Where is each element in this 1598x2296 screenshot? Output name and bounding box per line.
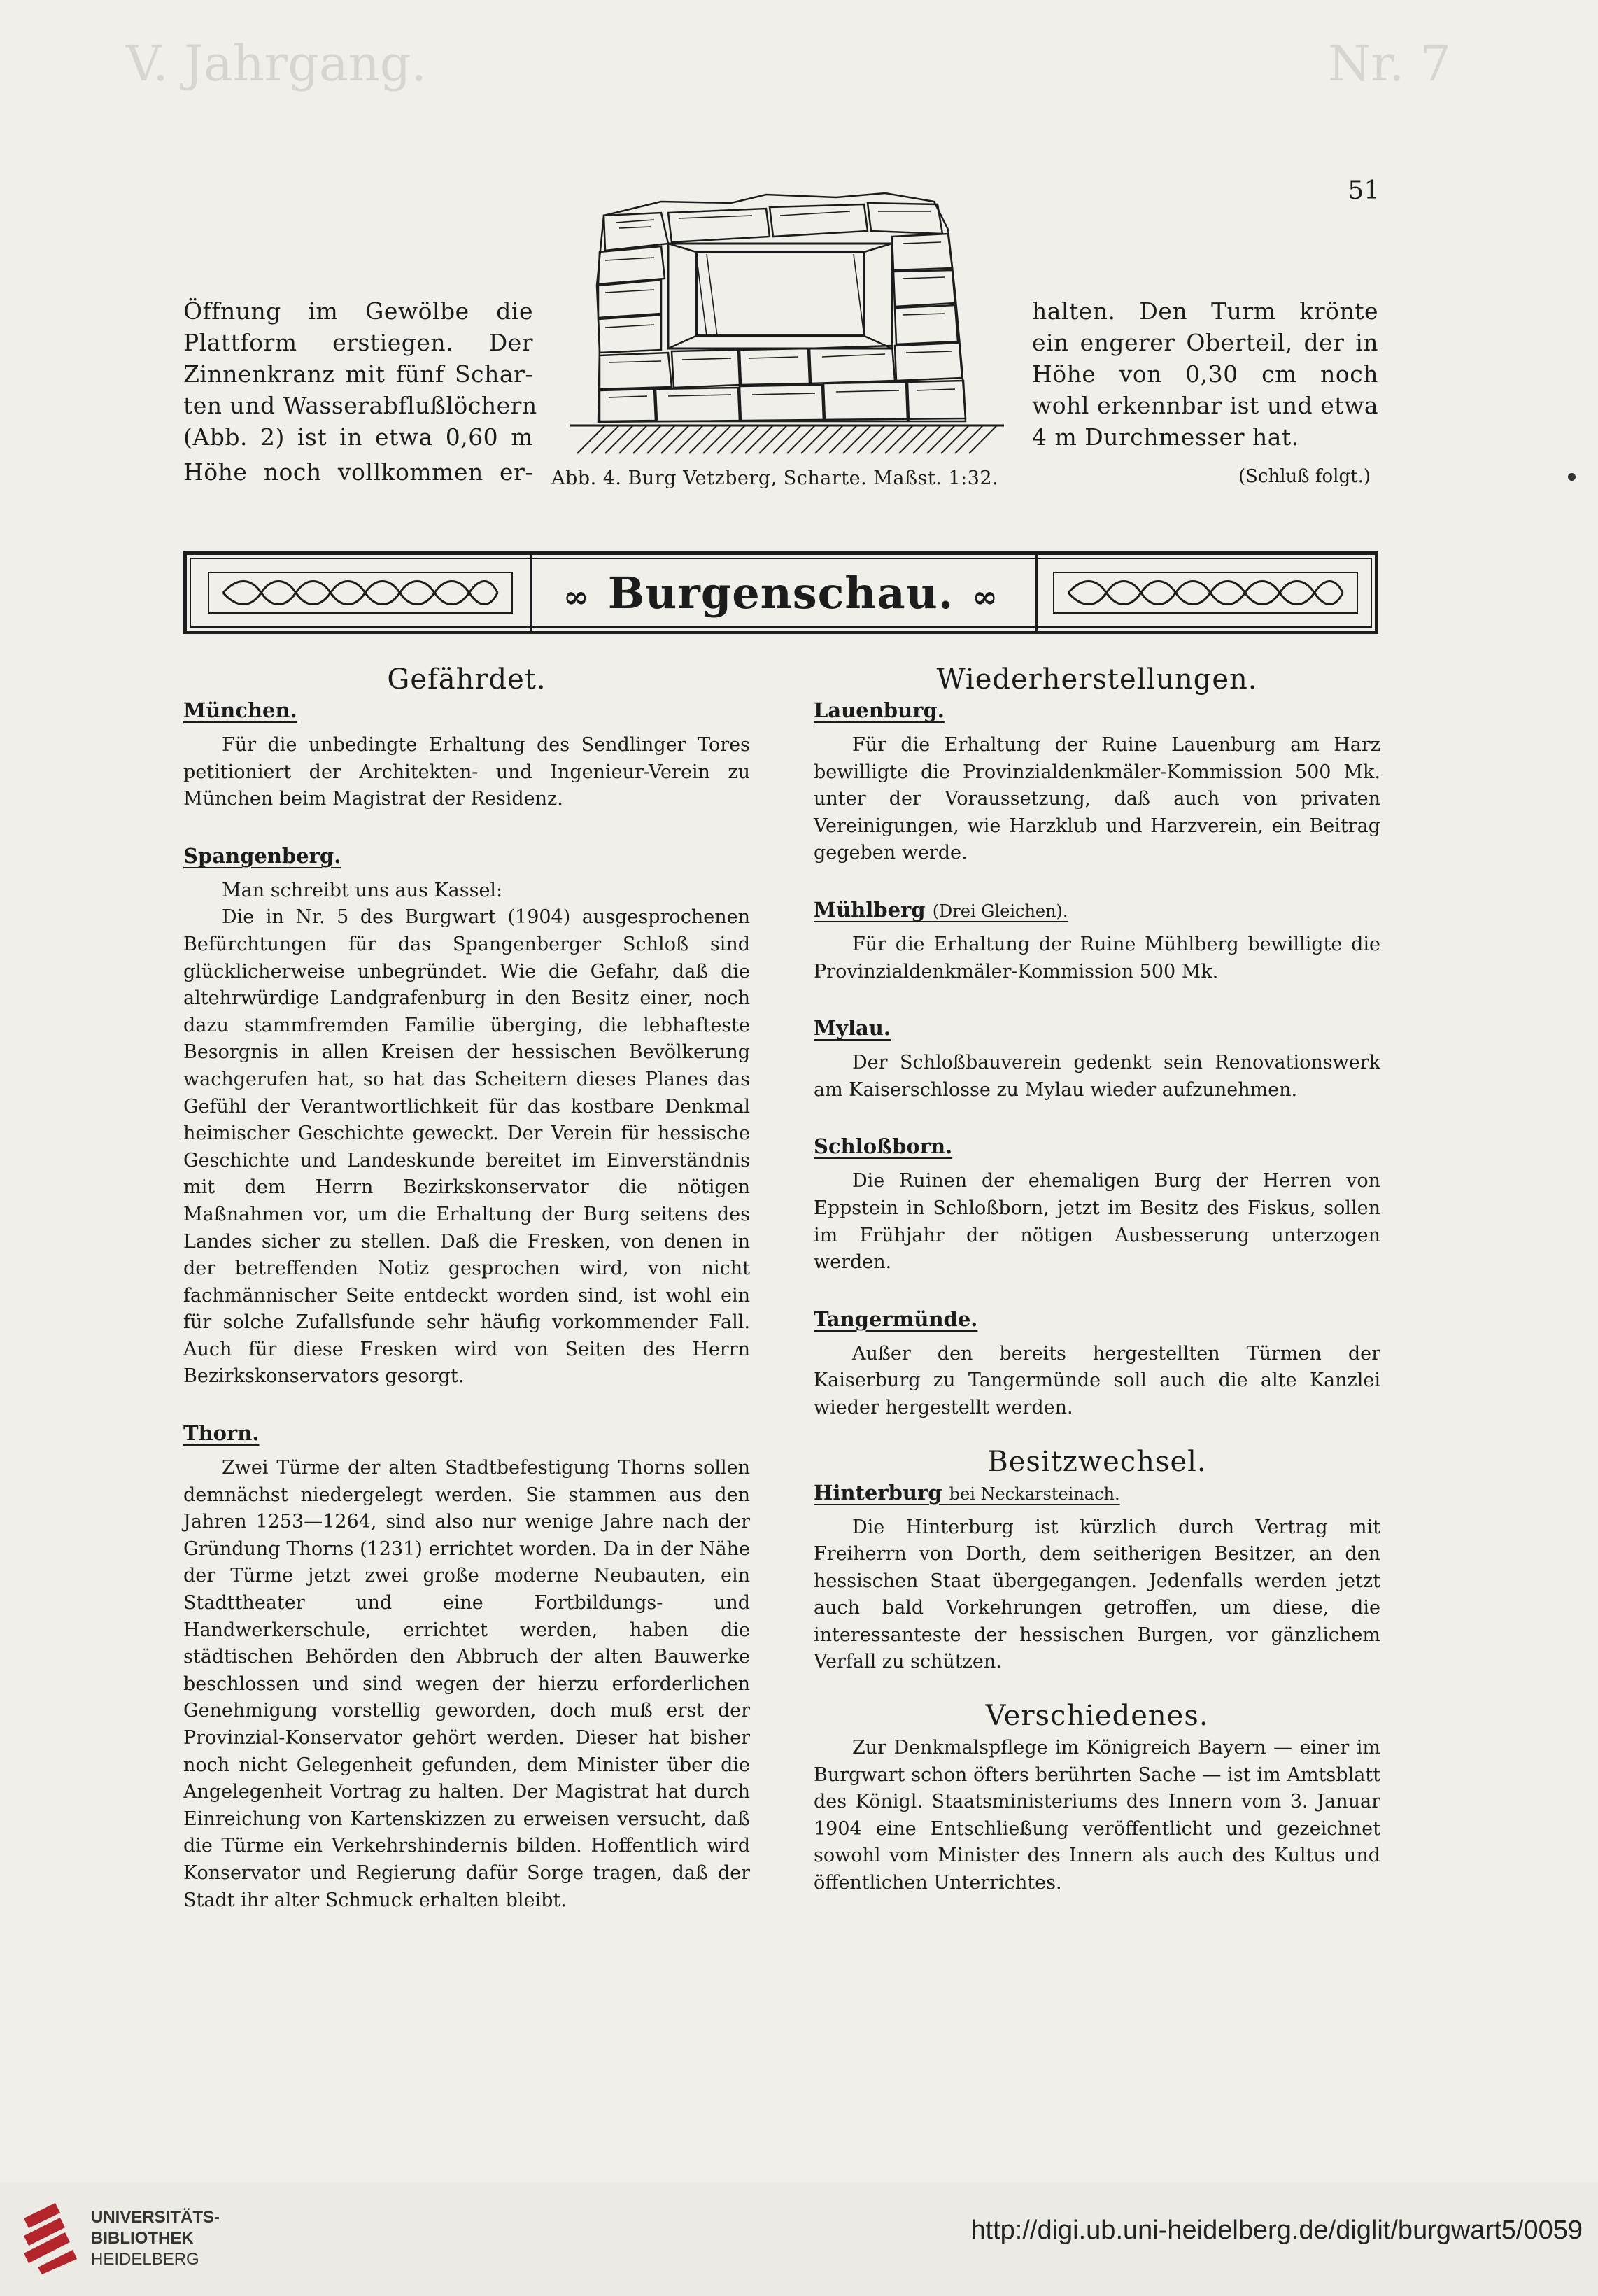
top-right-line-2: ein engerer Oberteil, der in bbox=[1032, 329, 1378, 356]
continued-note: (Schluß folgt.) bbox=[1238, 466, 1371, 487]
subheading-schlossborn: Schloßborn. bbox=[814, 1134, 953, 1159]
banner-title: Burgenschau. bbox=[607, 568, 954, 619]
subheading-hinterburg-title: Hinterburg bbox=[814, 1480, 942, 1505]
figure-caption: Abb. 4. Burg Vetzberg, Scharte. Maßst. 1:32. bbox=[551, 467, 999, 489]
right-column bbox=[814, 663, 1380, 1897]
top-left-line-6: Höhe noch vollkommen er- bbox=[183, 458, 533, 486]
top-left-line-1: Öffnung im Gewölbe die bbox=[183, 297, 533, 325]
bleed-through-heading-right: Nr. 7 bbox=[1327, 35, 1451, 92]
section-heading-verschiedenes: Verschiedenes. bbox=[985, 1700, 1209, 1733]
permalink-url[interactable]: http://digi.ub.uni-heidelberg.de/diglit/burgwart5/0059 bbox=[970, 2216, 1583, 2245]
top-left-line-3: Zinnenkranz mit fünf Schar- bbox=[183, 360, 533, 388]
section-banner bbox=[183, 551, 1378, 634]
paragraph-muenchen: Für die unbedingte Erhaltung des Sendlinger Tores petitioniert der Architekten- und Ingenieur-Verein zu München beim Magistrat der Residenz. bbox=[183, 734, 750, 810]
section-heading-besitzwechsel: Besitzwechsel. bbox=[987, 1445, 1207, 1478]
subheading-muenchen: München. bbox=[183, 698, 297, 722]
paragraph-schlossborn: Die Ruinen der ehemaligen Burg der Herren von Eppstein in Schloßborn, jetzt im Besitz des Fiskus, sollen im Frühjahr der nötigen Ausbesserung unterzogen werden. bbox=[814, 1170, 1380, 1274]
library-name-line-1: UNIVERSITÄTS- bbox=[91, 2208, 220, 2227]
title-ornament-left: ∞ bbox=[563, 579, 590, 615]
top-right-line-1: halten. Den Turm krönte bbox=[1032, 297, 1378, 325]
subheading-lauenburg: Lauenburg. bbox=[814, 698, 945, 722]
subheading-muehlberg-note: (Drei Gleichen). bbox=[932, 901, 1068, 921]
paragraph-hinterburg: Die Hinterburg ist kürzlich durch Vertrag mit Freiherrn von Dorth, dem seitherigen Besitzer, an den hessischen Staat übergegangen. Jedenfalls werden jetzt auch bald Vorkehrungen getroffen, um diese, die interessanteste der hessischen Burgen, vor gänzlichem Verfall zu schützen. bbox=[814, 1516, 1380, 1673]
paragraph-muehlberg: Für die Erhaltung der Ruine Mühlberg bewilligte die Provinzialdenkmäler-Kommission 500 Mk. bbox=[814, 933, 1380, 983]
top-right-line-4: wohl erkennbar ist und etwa bbox=[1032, 392, 1378, 419]
footer-bar bbox=[0, 2182, 1598, 2296]
subheading-mylau: Mylau. bbox=[814, 1016, 891, 1041]
top-left-line-2: Plattform erstiegen. Der bbox=[183, 329, 533, 356]
top-left-line-4: ten und Wasserabflußlöchern bbox=[183, 392, 537, 419]
university-library-logo-icon bbox=[17, 2197, 87, 2274]
subheading-muehlberg bbox=[814, 898, 1380, 922]
title-ornament-right: ∞ bbox=[972, 579, 998, 615]
subheading-hinterburg bbox=[814, 1481, 1380, 1505]
subheading-hinterburg-note: bei Neckarsteinach. bbox=[949, 1484, 1120, 1504]
section-heading-gefaehrdet: Gefährdet. bbox=[387, 663, 546, 696]
subheading-spangenberg: Spangenberg. bbox=[183, 843, 341, 868]
top-right-line-5: 4 m Durchmesser hat. bbox=[1032, 423, 1299, 451]
top-left-line-5: (Abb. 2) ist in etwa 0,60 m bbox=[183, 423, 533, 451]
paragraph-spangenberg: Die in Nr. 5 des Burgwart (1904) ausgesprochenen Befürchtungen für das Spangenberger Schloß sind glücklicherweise unbegründet. Wie die Gefahr, daß die altehrwürdige Landgrafenburg in den Besitz einer, noch dazu stammfremden Familie überging, die lebhafteste Besorgnis in allen Kreisen der hessischen Bevölkerung wachgerufen hat, so hat das Scheitern dieses Planes das Gefühl der Verantwortlichkeit für das kostbare Denkmal heimischer Geschichte geweckt. Der Verein für hessische Geschichte und Landeskunde bereitet im Einverständnis mit dem Herrn Bezirkskonservator die nötigen Maßnahmen vor, um die Erhaltung der Burg seitens des Landes sicher zu stellen. Daß die Fresken, von denen in der betreffenden Notiz gesprochen wird, von nicht fachmännischer Seite entdeckt worden sind, ist wohl ein für solche Zufallsfunde sehr häufig vorkommender Fall. Auch für diese Fresken wird von Seiten des Herrn Bezirkskonservators gesorgt. bbox=[183, 906, 750, 1388]
left-column bbox=[183, 663, 750, 1914]
subheading-thorn: Thorn. bbox=[183, 1421, 260, 1446]
library-name-line-2: BIBLIOTHEK bbox=[91, 2229, 194, 2248]
subheading-muehlberg-title: Mühlberg bbox=[814, 897, 926, 922]
library-name-line-3: HEIDELBERG bbox=[91, 2250, 199, 2269]
paragraph-tangermuende: Außer den bereits hergestellten Türmen der Kaiserburg zu Tangermünde soll auch die alte Kanzlei wieder hergestellt werden. bbox=[814, 1342, 1380, 1418]
embrasure-drawing bbox=[556, 188, 1018, 471]
margin-dot bbox=[1568, 473, 1576, 481]
paragraph-thorn: Zwei Türme der alten Stadtbefestigung Thorns sollen demnächst niedergelegt werden. Sie stammen aus den Jahren 1253—1264, sind also nur wenige Jahre nach der Gründung Thorns (1231) errichtet worden. Da in der Nähe der Türme jetzt zwei große moderne Neubauten, ein Stadttheater und eine Fortbildungs- und Handwerkerschule, errichtet werden, haben die städtischen Behörden den Abbruch der alten Bauwerke beschlossen und sind wegen der hierzu erforderlichen Genehmigung vorstellig geworden, doch muß erst der Provinzial-Konservator gehört werden. Dieser hat bisher noch nicht Gelegenheit gefunden, dem Minister über die Angelegenheit Vortrag zu halten. Der Magistrat hat durch Einreichung von Kartenskizzen zu erweisen versucht, daß die Türme ein Verkehrshindernis bilden. Hoffentlich wird Konservator und Regierung dafür Sorge tragen, daß der Stadt ihr alter Schmuck erhalten bleibt. bbox=[183, 1457, 750, 1911]
section-heading-wiederherstellungen: Wiederherstellungen. bbox=[936, 663, 1258, 696]
paragraph-spangenberg-intro: Man schreibt uns aus Kassel: bbox=[222, 879, 503, 901]
library-name bbox=[91, 2207, 220, 2270]
top-right-line-3: Höhe von 0,30 cm noch bbox=[1032, 360, 1378, 388]
paragraph-lauenburg: Für die Erhaltung der Ruine Lauenburg am Harz bewilligte die Provinzialdenkmäler-Kommission 500 Mk. unter der Voraussetzung, daß auch von privaten Vereinigungen, wie Harzklub und Harzverein, ein Beitrag gegeben werde. bbox=[814, 734, 1380, 864]
paragraph-verschiedenes: Zur Denkmalspflege im Königreich Bayern — einer im Burgwart schon öfters berührten Sache — ist im Amtsblatt des Königl. Staatsministeriums des Innern vom 3. Januar 1904 eine Entschließung veröffentlicht und gezeichnet sowohl vom Minister des Innern als auch des Kultus und öffentlichen Unterrichtes. bbox=[814, 1737, 1380, 1894]
page-number: 51 bbox=[1348, 176, 1380, 205]
subheading-tangermuende: Tangermünde. bbox=[814, 1307, 978, 1331]
bleed-through-heading-left: V. Jahrgang. bbox=[126, 35, 427, 92]
paragraph-mylau: Der Schloßbauverein gedenkt sein Renovationswerk am Kaiserschlosse zu Mylau wieder aufzunehmen. bbox=[814, 1052, 1380, 1101]
